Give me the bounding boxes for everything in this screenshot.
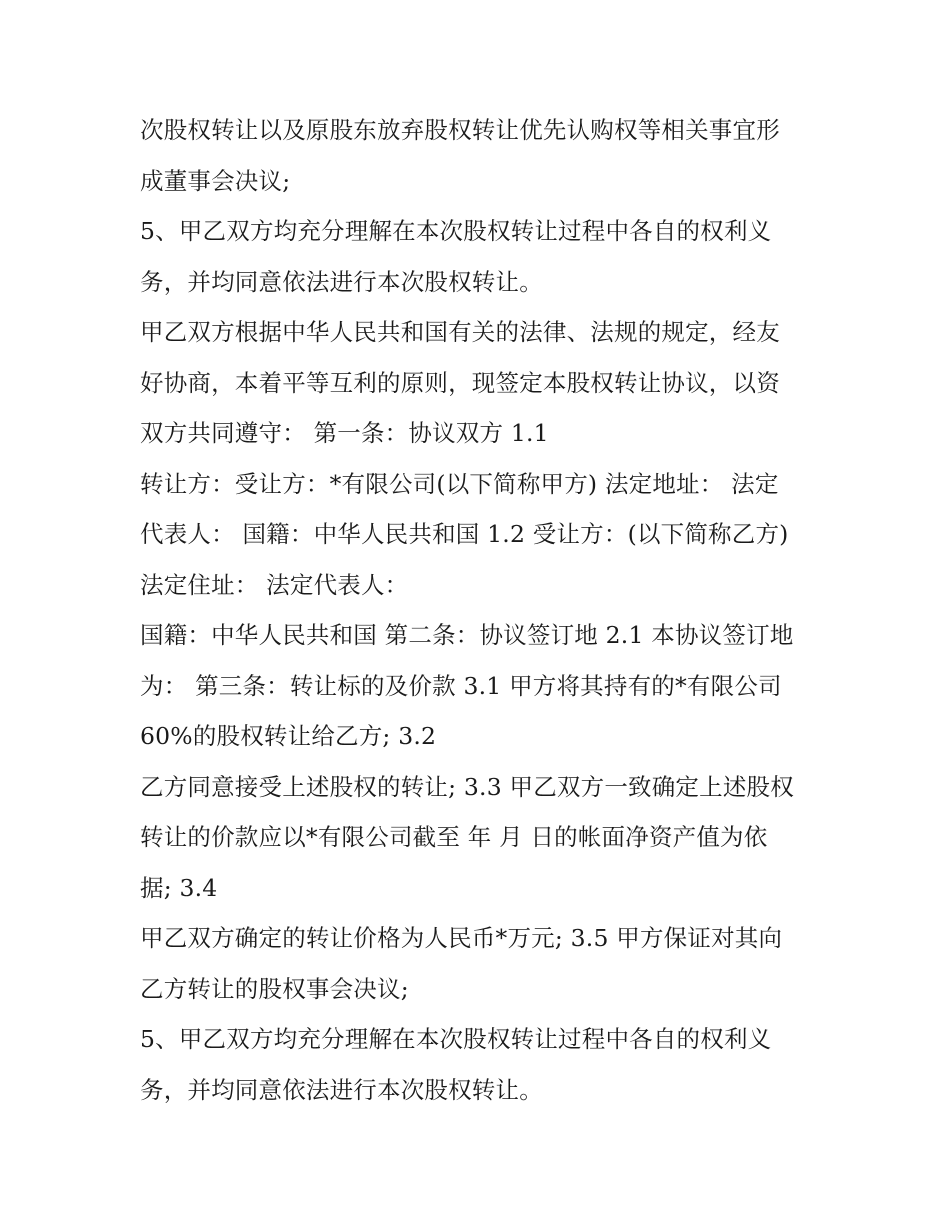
text-line: 甲乙双方根据中华人民共和国有关的法律、法规的规定，经友 [140,318,780,346]
text-line: 5、甲乙双方均充分理解在本次股权转让过程中各自的权利义 [140,1025,772,1053]
text-line: 代表人： 国籍：中华人民共和国 1.2 受让方：(以下简称乙方) [140,520,789,548]
text-line: 法定住址： 法定代表人： [140,571,409,599]
text-line: 乙方同意接受上述股权的转让; 3.3 甲乙双方一致确定上述股权 [140,773,794,801]
text-line: 据; 3.4 [140,874,218,902]
text-line: 乙方转让的股权事会决议; [140,975,409,1003]
text-line: 国籍：中华人民共和国 第二条：协议签订地 2.1 本协议签订地 [140,621,794,649]
text-line: 务，并均同意依法进行本次股权转让。 [140,268,543,296]
text-line: 5、甲乙双方均充分理解在本次股权转让过程中各自的权利义 [140,217,772,245]
text-line: 60%的股权转让给乙方; 3.2 [140,722,437,750]
text-line: 转让的价款应以*有限公司截至 年 月 日的帐面净资产值为依 [140,823,768,851]
text-line: 甲乙双方确定的转让价格为人民币*万元; 3.5 甲方保证对其向 [140,924,783,952]
text-line: 双方共同遵守： 第一条：协议双方 1.1 [140,419,549,447]
text-line: 务，并均同意依法进行本次股权转让。 [140,1076,543,1104]
text-line: 成董事会决议; [140,167,291,195]
text-line: 为： 第三条：转让标的及价款 3.1 甲方将其持有的*有限公司 [140,672,782,700]
text-line: 好协商，本着平等互利的原则，现签定本股权转让协议，以资 [140,369,780,397]
text-line: 次股权转让以及原股东放弃股权转让优先认购权等相关事宜形 [140,116,780,144]
text-line: 转让方：受让方：*有限公司(以下简称甲方) 法定地址： 法定 [140,470,779,498]
